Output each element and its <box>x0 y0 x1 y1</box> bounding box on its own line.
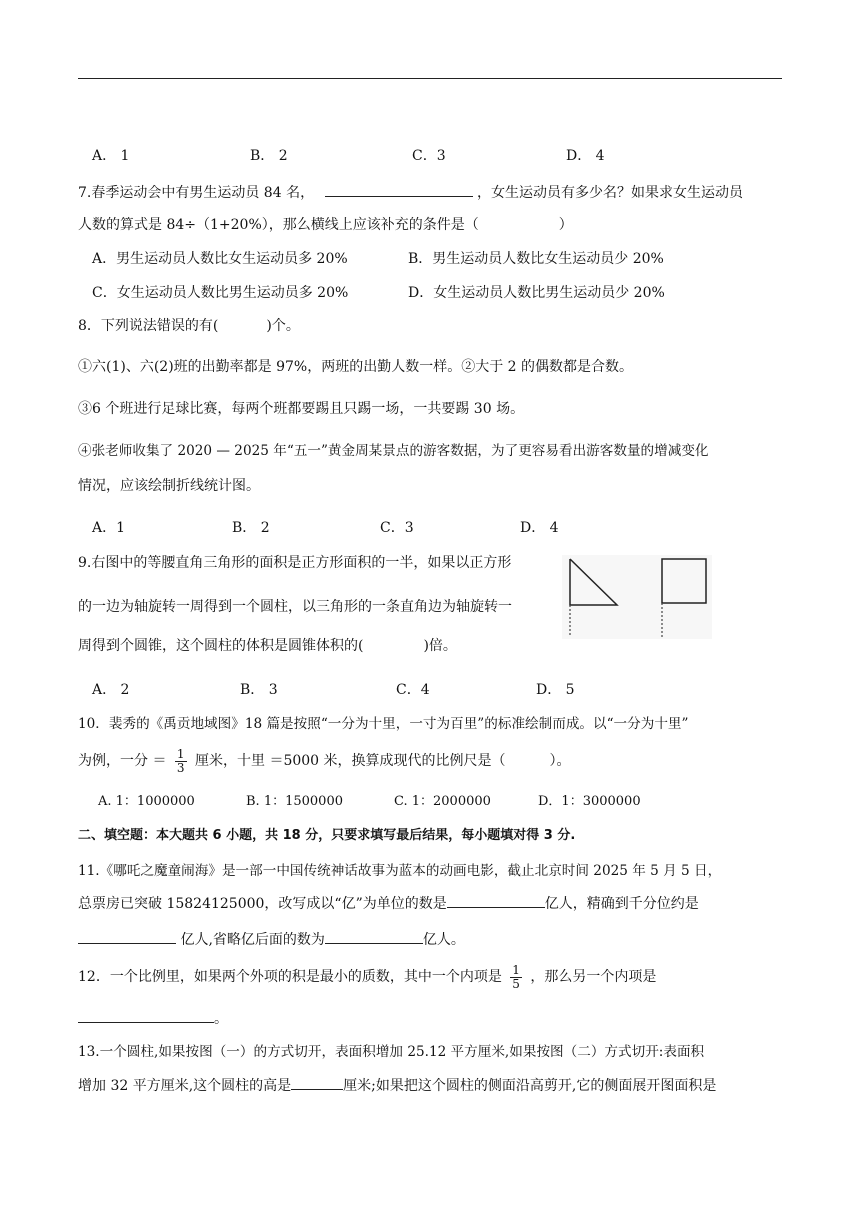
q9-line2: 的一边为轴旋转一周得到一个圆柱，以三角形的一条直角边为轴旋转一 <box>78 599 512 615</box>
q8-statement-3: ③6 个班进行足球比赛，每两个班都要踢且只踢一场，一共要踢 30 场。 <box>78 401 525 417</box>
q7-option-b: B．男生运动员人数比女生运动员少 20% <box>408 251 664 267</box>
q10-line2: 为例，一分 ＝ $\frac{1}{3}$ 厘米，十里 ＝5000 米，换算成现代的比例尺是（ ）。 <box>78 746 571 775</box>
q12-line1: 12．一个比例里，如果两个外项的积是最小的质数，其中一个内项是 $\frac{1}{5}$ ，那么另一个内项是 <box>78 962 657 991</box>
q8-statement-1: ①六(1)、六(2)班的出勤率都是 97%，两班的出勤人数一样。②大于 2 的偶数都是合数。 <box>78 359 634 375</box>
q11-line1: 11.《哪吒之魔童闹海》是一部一中国传统神话故事为蓝本的动画电影，截止北京时间 2025 年 5 月 5 日， <box>78 863 722 879</box>
fraction-one-third: $\frac{1}{3}$ <box>176 746 185 775</box>
q7-option-d: D．女生运动员人数比男生运动员少 20% <box>408 285 665 301</box>
q10-option-c: C. 1：2000000 <box>394 794 491 809</box>
q9-option-b: B． 3 <box>240 682 278 698</box>
q13-line1: 13.一个圆柱,如果按图（一）的方式切开，表面积增加 25.12 平方厘米,如果按图（二）方式切开:表面积 <box>78 1044 705 1060</box>
q6-option-b: B． 2 <box>250 148 288 164</box>
q10-line1: 10．裴秀的《禹贡地域图》18 篇是按照“一分为十里，一寸为百里”的标准绘制而成。以“一分为十里” <box>78 716 689 732</box>
q10-option-a: A. 1：1000000 <box>98 794 195 809</box>
q7-line2: 人数的算式是 84÷（1+20%），那么横线上应该补充的条件是（ ） <box>78 217 573 233</box>
q7-line1: 7.春季运动会中有男生运动员 84 名， ，女生运动员有多少名？如果求女生运动员 <box>78 182 743 203</box>
q12-blank <box>78 1008 214 1023</box>
q9-option-c: C．4 <box>396 682 430 698</box>
q8-option-b: B． 2 <box>232 520 270 536</box>
q11-blank-1 <box>447 893 545 908</box>
q8-option-a: A．1 <box>92 520 126 536</box>
q11-line2: 总票房已突破 15824125000，改写成以“亿”为单位的数是 亿人，精确到千分位约是 <box>78 893 699 914</box>
q11-line3: 亿人,省略亿后面的数为 亿人。 <box>78 929 465 950</box>
fraction-one-fifth: $\frac{1}{5}$ <box>512 962 520 991</box>
q11-blank-2 <box>78 929 176 944</box>
q13-line2: 增加 32 平方厘米,这个圆柱的高是 厘米;如果把这个圆柱的侧面沿高剪开,它的侧面展开图面积是 <box>78 1075 716 1096</box>
q6-option-c: C．3 <box>412 148 446 164</box>
q8-statement-4-cont: 情况，应该绘制折线统计图。 <box>78 478 260 494</box>
q8-option-d: D． 4 <box>520 520 559 536</box>
q8-stem: 8．下列说法错误的有( )个。 <box>78 318 300 334</box>
q12-line2: 。 <box>78 1008 228 1029</box>
q9-option-d: D． 5 <box>536 682 575 698</box>
q10-option-d: D．1：3000000 <box>538 794 641 809</box>
q9-line1: 9.右图中的等腰直角三角形的面积是正方形面积的一半，如果以正方形 <box>78 555 512 571</box>
q13-blank-1 <box>291 1075 343 1090</box>
q8-option-c: C．3 <box>380 520 414 536</box>
q10-option-b: B. 1：1500000 <box>246 794 343 809</box>
triangle-square-figure <box>562 555 712 639</box>
section-2-heading: 二、填空题：本大题共 6 小题，共 18 分，只要求填写最后结果，每小题填对得 3 分. <box>78 828 576 843</box>
header-rule <box>78 78 782 79</box>
q7-option-c: C．女生运动员人数比男生运动员多 20% <box>92 285 349 301</box>
q7-blank <box>325 182 473 197</box>
q8-statement-4: ④张老师收集了 2020 — 2025 年“五一”黄金周某景点的游客数据，为了更容易看出游客数量的增减变化 <box>78 443 709 459</box>
q7-option-a: A．男生运动员人数比女生运动员多 20% <box>92 251 348 267</box>
q6-option-a: A． 1 <box>92 148 130 164</box>
q6-option-d: D． 4 <box>566 148 605 164</box>
q9-line3: 周得到个圆锥，这个圆柱的体积是圆锥体积的( )倍。 <box>78 638 457 654</box>
q11-blank-3 <box>325 929 423 944</box>
q9-option-a: A． 2 <box>92 682 130 698</box>
